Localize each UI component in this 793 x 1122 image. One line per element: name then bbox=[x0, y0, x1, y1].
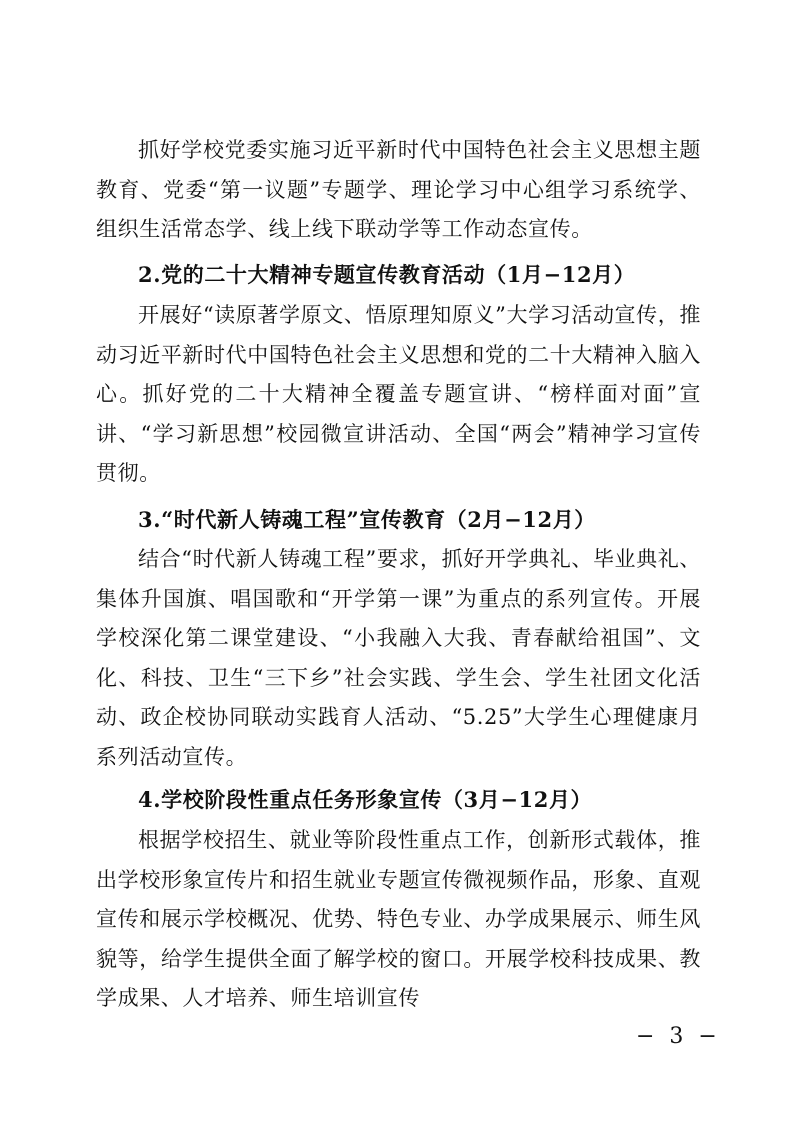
page-number: − 3 − bbox=[636, 1024, 721, 1049]
paragraph-section-4: 根据学校招生、就业等阶段性重点工作，创新形式载体，推出学校形象宣传片和招生就业专题宣传微视频作品，形象、直观宣传和展示学校概况、优势、特色专业、办学成果展示、师生风貌等，给学生提供全面了解学校的窗口。开展学校科技成果、教学成果、人才培养、师生培训宣传 bbox=[96, 828, 701, 1010]
paragraph-section-3: 结合“时代新人铸魂工程”要求，抓好开学典礼、毕业典礼、集体升国旗、唱国歌和“开学第一课”为重点的系列宣传。开展学校深化第二课堂建设、“小我融入大我、青春献给祖国”、文化、科技、卫生“三下乡”社会实践、学生会、学生社团文化活动、政企校协同联动实践育人活动、“5.25”大学生心理健康月系列活动宣传。 bbox=[96, 547, 701, 769]
paragraph-theme-education: 抓好学校党委实施习近平新时代中国特色社会主义思想主题教育、党委“第一议题”专题学、理论学习中心组学习系统学、组织生活常态学、线上线下联动学等工作动态宣传。 bbox=[96, 138, 701, 241]
heading-section-4: 4.学校阶段性重点任务形象宣传（3月−12月） bbox=[138, 787, 593, 812]
heading-section-2: 2.党的二十大精神专题宣传教育活动（1月−12月） bbox=[138, 262, 636, 287]
paragraph-section-2: 开展好“读原著学原文、悟原理知原义”大学习活动宣传，推动习近平新时代中国特色社会主义思想和党的二十大精神入脑入心。抓好党的二十大精神全覆盖专题宣讲、“榜样面对面”宣讲、“学习新思想”校园微宣讲活动、全国“两会”精神学习宣传贯彻。 bbox=[96, 303, 701, 485]
heading-section-3: 3.“时代新人铸魂工程”宣传教育（2月−12月） bbox=[138, 507, 596, 532]
